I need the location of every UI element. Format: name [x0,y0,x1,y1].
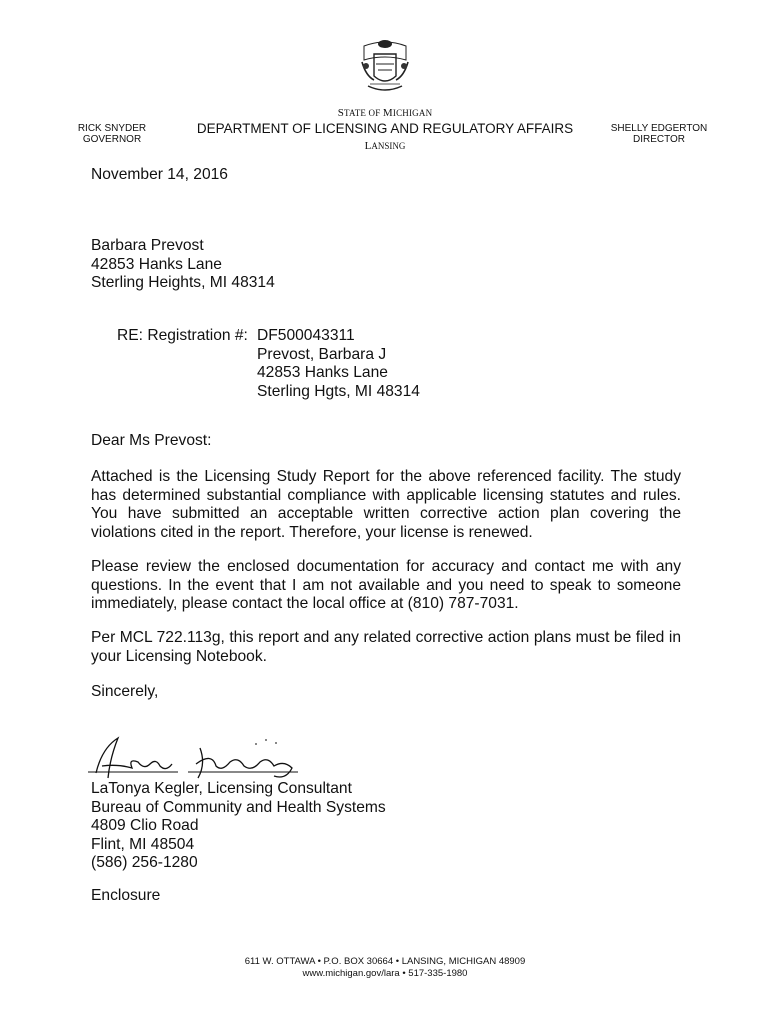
state-heading: STATE OF MICHIGAN [337,107,433,119]
sender-city: Flint, MI 48504 [91,835,195,853]
salutation: Dear Ms Prevost: [91,432,212,449]
sender-name-title: LaTonya Kegler, Licensing Consultant [91,780,352,797]
handwritten-signature [88,728,308,788]
department-heading: DEPARTMENT OF LICENSING AND REGULATORY AFFAIRS [196,121,574,136]
letter-date: November 14, 2016 [91,166,228,183]
re-name: Prevost, Barbara J [257,345,387,363]
sender-street: 4809 Clio Road [91,817,199,834]
footer-web-phone: www.michigan.gov/lara • 517-335-1980 [302,968,468,979]
re-street: 42853 Hanks Lane [257,364,388,381]
director-block [602,123,716,145]
closing: Sincerely, [91,683,159,700]
city-heading: LANSING [364,140,406,152]
recipient-street: 42853 Hanks Lane [91,255,222,273]
state-seal-icon [356,36,414,96]
sender-phone: (586) 256-1280 [91,854,198,871]
governor-name: RICK SNYDER [77,123,147,134]
re-details [257,327,420,401]
governor-block [72,123,152,145]
paragraph-2: Please review the enclosed documentation for accuracy and contact me with any questions. In the event that I am not available and you need to speak to someone immediately, please contact the local office at (810) 787-7031. [91,558,681,612]
paragraph-3: Per MCL 722.113g, this report and any related corrective action plans must be filed in your Licensing Notebook. [91,629,681,665]
registration-number: DF500043311 [257,327,355,344]
sender-bureau: Bureau of Community and Health Systems [91,798,386,816]
re-label: RE: Registration #: [117,327,248,344]
re-city: Sterling Hgts, MI 48314 [257,382,420,400]
paragraph-1: Attached is the Licensing Study Report for the above referenced facility. The study has determined substantial compliance with applicable licensing statutes and rules. You have submitted an acceptable written corrective action plan covering the violations cited in the report. Therefore, your license is renewed. [91,468,681,541]
recipient-name: Barbara Prevost [91,237,204,254]
footer-address: 611 W. OTTAWA • P.O. BOX 30664 • LANSING, MICHIGAN 48909 [244,956,526,967]
director-name: SHELLY EDGERTON [610,123,708,134]
recipient-address [91,237,275,293]
director-title: DIRECTOR [632,134,686,145]
governor-title: GOVERNOR [82,134,142,145]
sender-block [91,780,386,873]
recipient-city: Sterling Heights, MI 48314 [91,274,275,291]
enclosure-note: Enclosure [91,887,161,904]
footer [0,956,770,980]
